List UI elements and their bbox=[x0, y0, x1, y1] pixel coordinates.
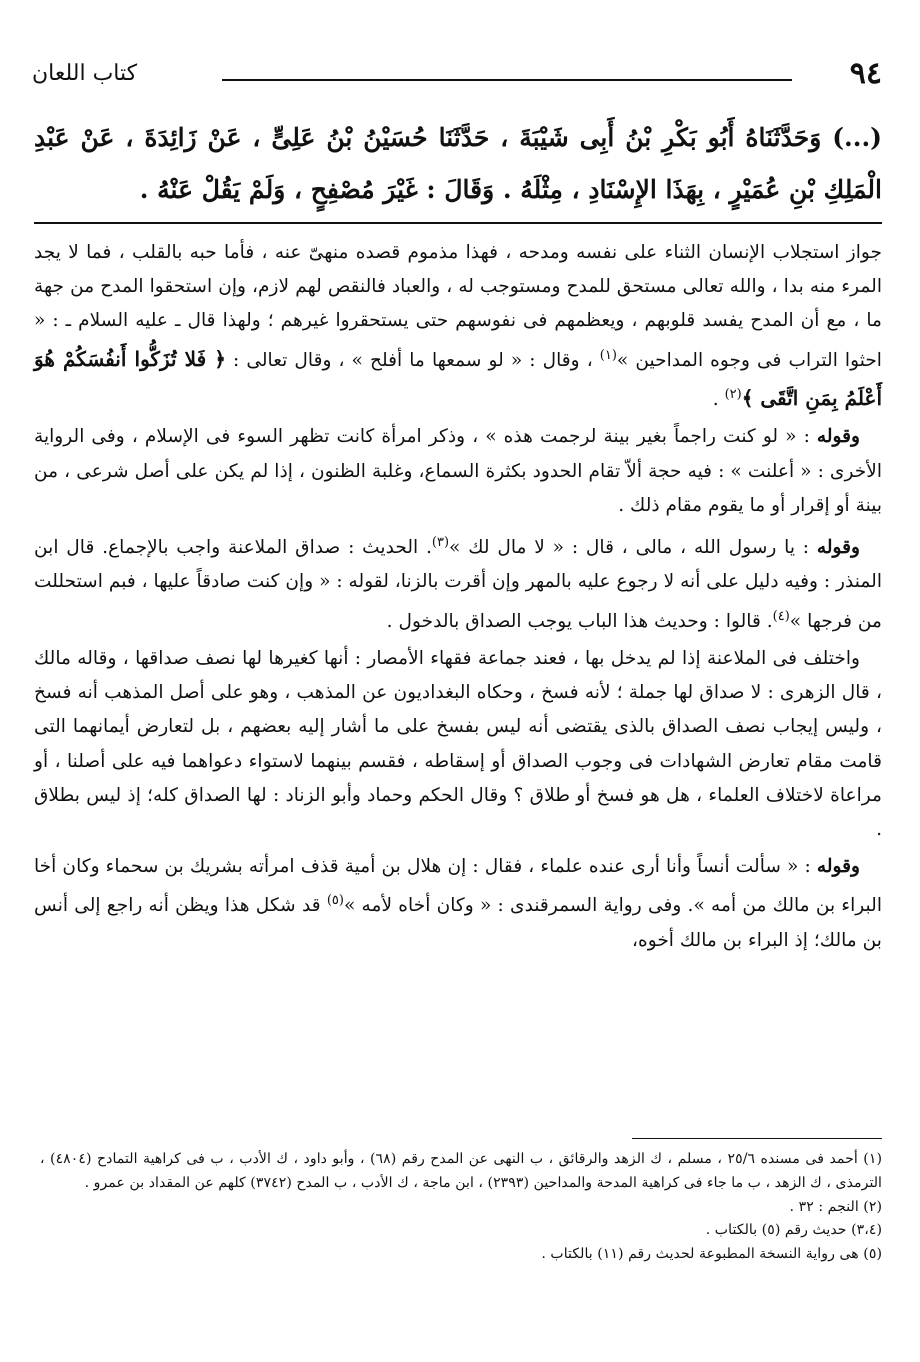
commentary-text: واختلف فى الملاعنة إذا لم يدخل بها ، فعند جماعة فقهاء الأمصار : أنها كغيرها لها نصف صداقها ، وقاله مالك ، قال الزهرى : لا صداق لها جملة ؛ لأنه فسخ ، وحكاه البغداديون عن المذهب ، وهو على أصل المذهب أنه فسخ ، وليس إيجاب نصف الصداق بالذى يقتضى أنه ليس بفسخ على ما أشار إليه بعضهم ، بل لتعارض أيمانهما التى قامت مقام تعارض الشهادات فى وجوب الصداق أو إسقاطه ، فقسم بينهما لاستواء دعواهما فيه على أصلنا ، أو مراعاة لاختلاف العلماء ، هل هو فسخ أو طلاق ؟ وقال الحكم وحماد وأبو الزناد : لها الصداق كله؛ إذ ليس بطلاق . bbox=[34, 647, 882, 840]
lead-word: وقوله bbox=[816, 537, 860, 559]
page-number: ٩٤ bbox=[849, 56, 882, 91]
commentary-paragraph bbox=[34, 420, 882, 523]
commentary-text: . bbox=[712, 389, 725, 411]
footnote-ref: (٣) bbox=[431, 535, 450, 550]
commentary-text: . قالوا : وحديث هذا الباب يوجب الصداق بالدخول . bbox=[386, 610, 773, 632]
commentary-paragraph bbox=[34, 236, 882, 417]
commentary-paragraph bbox=[34, 850, 882, 958]
quran-verse: ﴿ فَلا تُزَكُّوا أَنفُسَكُمْ هُوَ أَعْلَمُ بِمَنِ اتَّقَى ﴾ bbox=[34, 346, 882, 411]
running-title: كتاب اللعان bbox=[32, 61, 138, 86]
footnote-separator bbox=[632, 1138, 882, 1139]
footnote-ref: (٤) bbox=[772, 608, 790, 624]
page-header bbox=[32, 56, 882, 96]
footnote: (٣،٤) حديث رقم (٥) بالكتاب . bbox=[705, 1222, 882, 1239]
commentary-paragraph bbox=[34, 642, 882, 847]
footnote-ref: (٢) bbox=[724, 387, 742, 402]
commentary-text: . الحديث : صداق الملاعنة واجب بالإجماع. قال ابن المنذر : وفيه دليل على أنه لا رجوع عليه بالمهر وإن أقرت بالزنا، لقوله : « وإن كنت صادقاً عليها ، فبم استحللت من فرجها » bbox=[34, 537, 882, 632]
commentary-text: : « سألت أنساً وأنا أرى عنده علماء ، فقال : إن هلال بن أمية قذف امرأته بشريك بن سحماء وكان أخا البراء بن مالك من أمه ». وفى رواية السمرقندى : « وكان أخاه لأمه » bbox=[34, 856, 882, 917]
commentary-text: ، وقال : « لو سمعها ما أفلح » ، وقال تعالى : bbox=[225, 349, 600, 371]
hadith-text: (...) وَحَدَّثَنَاهُ أَبُو بَكْرِ بْنُ أَبِى شَيْبَةَ ، حَدَّثَنَا حُسَيْنُ بْنُ عَلِىٍّ ، عَنْ زَائِدَةَ ، عَنْ عَبْدِ الْمَلِكِ بْنِ عُمَيْرٍ ، بِهَذَا الإِسْنَادِ ، مِثْلَهُ . وَقَالَ : غَيْرَ مُصْفِحٍ ، وَلَمْ يَقُلْ عَنْهُ . bbox=[34, 123, 882, 204]
footnote: (١) أحمد فى مسنده ٢٥/٦ ، مسلم ، ك الزهد والرقائق ، ب النهى عن المدح رقم (٦٨) ، وأبو داود ، ك الأدب ، ب فى كراهية التمادح (٤٨٠٤) ، الترمذى ، ك الزهد ، ب ما جاء فى كراهية المدحة والمداحين (٢٣٩٣) ، ابن ماجة ، ك الأدب ، ب المدح (٣٧٤٢) كلهم عن المقداد بن عمرو . bbox=[40, 1151, 882, 1191]
commentary-text: : يا رسول الله ، مالى ، قال : « لا مال لك » bbox=[449, 537, 817, 559]
commentary-text: قد شكل هذا ويظن أنه راجع إلى أنس بن مالك؛ إذ البراء بن مالك أخوه، bbox=[34, 895, 882, 951]
hadith-separator bbox=[34, 222, 882, 224]
commentary-text: : « لو كنت راجماً بغير بينة لرجمت هذه » ، وذكر امرأة كانت تظهر السوء فى الإسلام ، وفى الرواية الأخرى : « أعلنت » : فيه حجة ألاّ تقام الحدود بكثرة السماع، وغلبة الظنون ، إذا لم يكن على أصل شرعى ، من بينة أو إقرار أو ما يقوم مقام ذلك . bbox=[34, 426, 882, 516]
footnote-ref: (٥) bbox=[326, 893, 344, 909]
lead-word: وقوله bbox=[816, 856, 860, 878]
footnote: (٥) هى رواية النسخة المطبوعة لحديث رقم (١١) بالكتاب . bbox=[541, 1246, 882, 1263]
lead-word: وقوله bbox=[816, 426, 860, 448]
commentary-paragraph bbox=[34, 526, 882, 639]
footnotes bbox=[40, 1148, 882, 1267]
commentary-text: جواز استجلاب الإنسان الثناء على نفسه ومدحه ، فهذا مذموم قصده منهىّ عنه ، فأما حبه بالقلب ، فما لا يجد المرء منه بدا ، والله تعالى مستحق للمدح ومستوجب له ، والعباد فالنقص لهم لازم، وإن استحقوا المدح من جهة ما ، مع أن المدح يفسد قلوبهم ، ويعظمهم فى نفوسهم حتى يستحقروا غيرهم ؛ ولهذا قال ـ عليه السلام ـ : « احثوا التراب فى وجوه المداحين » bbox=[34, 242, 882, 371]
header-rule bbox=[222, 79, 792, 81]
footnote-ref: (١) bbox=[599, 347, 617, 363]
commentary bbox=[34, 236, 882, 961]
footnote: (٢) النجم : ٣٢ . bbox=[789, 1198, 882, 1215]
